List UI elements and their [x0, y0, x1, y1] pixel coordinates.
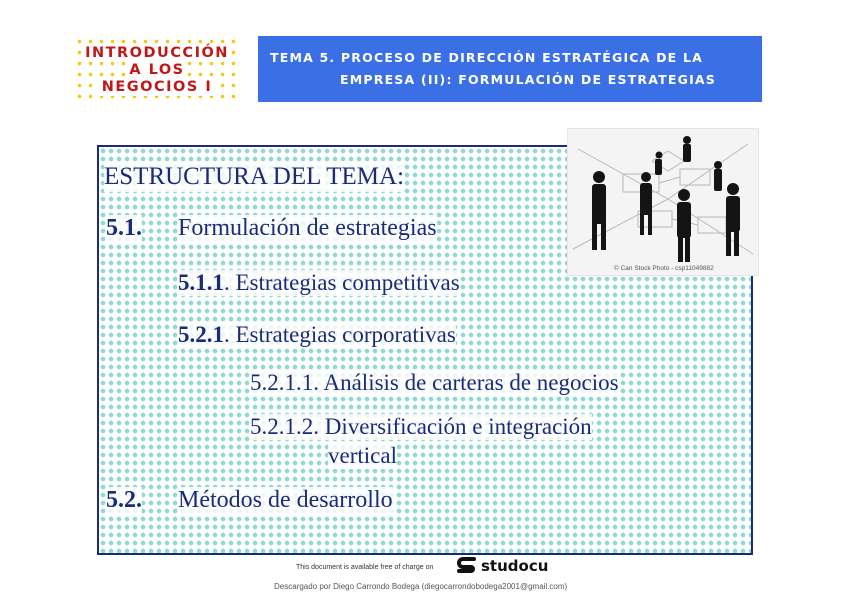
outline-item: [178, 270, 460, 296]
outline-item-number: 5.2.1: [178, 322, 224, 347]
outline-item-text: Formulación de estrategias: [178, 215, 437, 241]
topic-banner: [258, 36, 762, 102]
outline-item-number: 5.1.: [106, 215, 142, 241]
topic-title-line-1: TEMA 5. PROCESO DE DIRECCIÓN ESTRATÉGICA DE LA: [270, 50, 704, 65]
photo-caption: © Can Stock Photo - csp11049882: [614, 265, 714, 272]
outline-item-text: 5.2.1.1. Análisis de carteras de negocios: [250, 370, 619, 395]
outline-item-number: 5.2.: [106, 487, 142, 513]
studocu-brand: studocu: [481, 557, 549, 575]
download-notice: Descargado por Diego Carrondo Bodega (diegocarrondobodega2001@gmail.com): [274, 582, 568, 591]
outline-heading: ESTRUCTURA DEL TEMA:: [104, 163, 405, 190]
studocu-logo[interactable]: [456, 556, 548, 576]
course-logo-line-3: NEGOCIOS I: [101, 78, 213, 95]
course-logo-line-1: INTRODUCCIÓN: [85, 44, 229, 61]
outline-item-text: . Estrategias competitivas: [224, 270, 460, 295]
outline-item: [178, 322, 456, 348]
course-logo-line-2: A LOS: [129, 61, 185, 78]
availability-notice: This document is available free of charge on: [296, 564, 434, 571]
business-people-illustration: [568, 129, 759, 276]
outline-item-text: Métodos de desarrollo: [178, 487, 393, 513]
studocu-s-icon: [456, 556, 478, 576]
outline-item-text: . Estrategias corporativas: [224, 322, 456, 347]
business-people-photo: [567, 128, 759, 276]
course-logo: [74, 36, 240, 104]
outline-item-text: vertical: [328, 443, 397, 468]
outline-item-number: 5.1.1: [178, 270, 224, 295]
topic-title-line-2: EMPRESA (II): FORMULACIÓN DE ESTRATEGIAS: [340, 72, 717, 87]
outline-item-text: 5.2.1.2. Diversificación e integración: [250, 414, 592, 439]
